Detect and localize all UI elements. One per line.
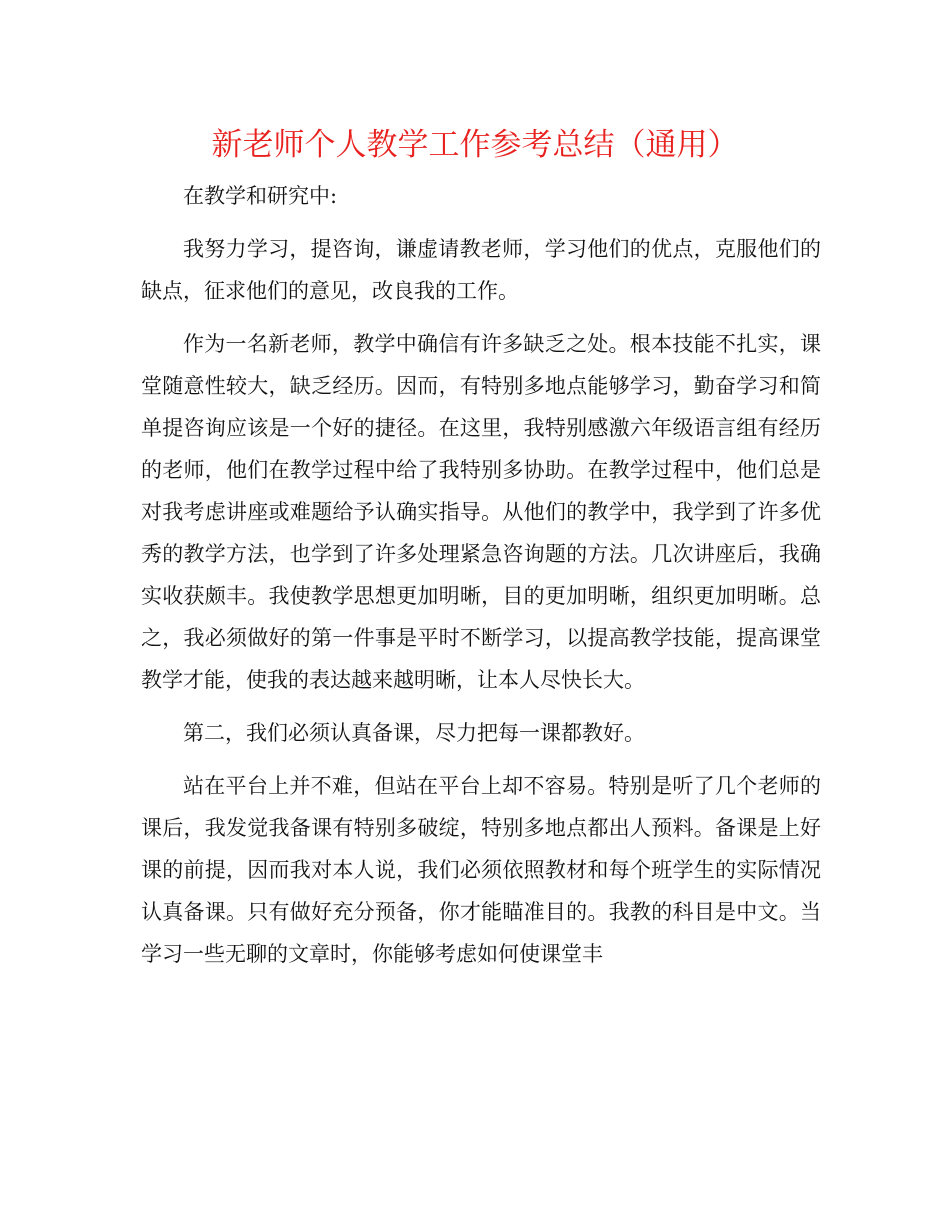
paragraph-1: 在教学和研究中: xyxy=(183,184,338,208)
document-title: 新老师个人教学工作参考总结（通用） xyxy=(211,127,739,163)
paragraph-5: 站在平台上并不难，但站在平台上却不容易。特别是听了几个老师的课后，我发觉我备课有特别多破绽，特别多地点都出人预料。备课是上好课的前提，因而我对本人说，我们必须依照教材和每个班学生的实际情况认真备课。只有做好充分预备，你才能瞄准目的。我教的科目是中文。当学习一些无聊的文章时，你能够考虑如何使课堂丰 xyxy=(141,774,821,966)
paragraph-3: 作为一名新老师，教学中确信有许多缺乏之处。根本技能不扎实，课堂随意性较大，缺乏经历。因而，有特别多地点能够学习，勤奋学习和简单提咨询应该是一个好的捷径。在这里，我特别感激六年级语言组有经历的老师，他们在教学过程中给了我特别多协助。在教学过程中，他们总是对我考虑讲座或难题给予认确实指导。从他们的教学中，我学到了许多优秀的教学方法，也学到了许多处理紧急咨询题的方法。几次讲座后，我确实收获颇丰。我使教学思想更加明晰，目的更加明晰，组织更加明晰。总之，我必须做好的第一件事是平时不断学习，以提高教学技能，提高课堂教学才能，使我的表达越来越明晰，让本人尽快长大。 xyxy=(141,332,821,692)
document-body xyxy=(141,175,821,986)
paragraph-2: 我努力学习，提咨询，谦虚请教老师，学习他们的优点，克服他们的缺点，征求他们的意见，改良我的工作。 xyxy=(141,237,821,303)
paragraph-4: 第二，我们必须认真备课，尽力把每一课都教好。 xyxy=(183,721,645,745)
